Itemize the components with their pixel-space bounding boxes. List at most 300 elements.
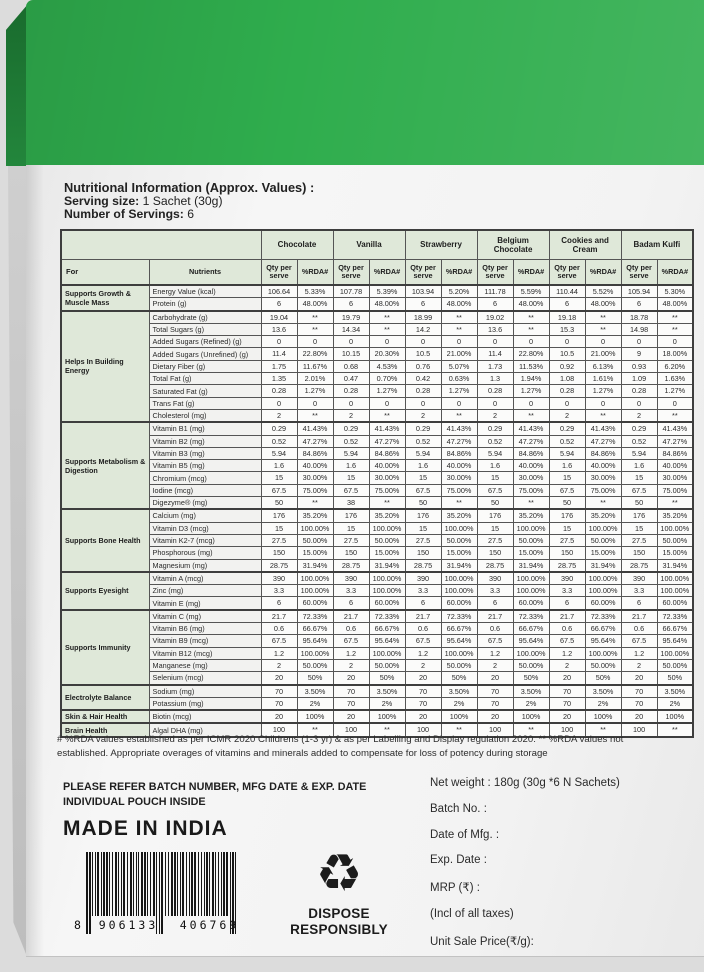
value-cell: 0 <box>549 336 585 348</box>
nutrient-name-cell: Manganese (mg) <box>149 659 261 671</box>
value-cell: 5.94 <box>405 447 441 459</box>
value-cell: 5.59% <box>513 285 549 298</box>
nutrient-name-cell: Protein (g) <box>149 298 261 311</box>
nutrient-name-cell: Carbohydrate (g) <box>149 311 261 324</box>
value-cell: 67.5 <box>621 635 657 647</box>
value-cell: 15 <box>549 472 585 484</box>
barcode-digits <box>74 918 250 932</box>
value-cell: 0.28 <box>621 385 657 397</box>
value-cell: 0.29 <box>477 422 513 435</box>
nutrient-group <box>61 572 693 610</box>
rda-header: %RDA# <box>441 260 477 286</box>
value-cell: 100.00% <box>513 585 549 597</box>
value-cell: 50.00% <box>441 659 477 671</box>
value-cell: 28.75 <box>405 559 441 572</box>
value-cell: 47.27% <box>441 435 477 447</box>
value-cell: 50.00% <box>657 534 693 546</box>
value-cell: 5.94 <box>477 447 513 459</box>
value-cell: 6.13% <box>585 360 621 372</box>
group-category-cell: Supports Bone Health <box>61 509 149 571</box>
value-cell: 100 <box>477 723 513 736</box>
value-cell: 22.80% <box>513 348 549 360</box>
value-cell: 1.27% <box>657 385 693 397</box>
value-cell: 50 <box>477 497 513 510</box>
value-cell: 20 <box>477 672 513 685</box>
value-cell: 3.50% <box>441 685 477 698</box>
value-cell: 21.00% <box>585 348 621 360</box>
group-category-cell: Supports Eyesight <box>61 572 149 610</box>
value-cell: 150 <box>477 547 513 559</box>
value-cell: 20 <box>621 672 657 685</box>
servings-value: 6 <box>183 207 195 222</box>
value-cell: 35.20% <box>513 509 549 522</box>
batch-notice-line1: PLEASE REFER BATCH NUMBER, MFG DATE & EXP. DATE <box>63 781 367 793</box>
product-info-line: Date of Mfg. : <box>430 828 500 841</box>
value-cell: 19.04 <box>261 311 297 324</box>
value-cell: 0.6 <box>477 623 513 635</box>
value-cell: 3.3 <box>549 585 585 597</box>
nutrient-name-cell: Added Sugars (Refined) (g) <box>149 336 261 348</box>
value-cell: 0.52 <box>405 435 441 447</box>
serving-size-line <box>64 195 314 208</box>
value-cell: 2 <box>477 659 513 671</box>
recycle-icon: ♻ <box>315 844 363 904</box>
nutrition-table <box>60 229 694 738</box>
value-cell: 10.5 <box>405 348 441 360</box>
nutrient-name-cell: Magnesium (mg) <box>149 559 261 572</box>
value-cell: 100.00% <box>657 585 693 597</box>
value-cell: 1.27% <box>441 385 477 397</box>
value-cell: 100.00% <box>513 647 549 659</box>
value-cell: 100% <box>513 710 549 723</box>
table-row <box>61 685 693 698</box>
value-cell: 9 <box>621 348 657 360</box>
value-cell: 6 <box>333 597 369 610</box>
table-row <box>61 447 693 459</box>
value-cell: ** <box>369 323 405 335</box>
value-cell: 0 <box>333 397 369 409</box>
value-cell: 20 <box>549 672 585 685</box>
value-cell: 40.00% <box>441 460 477 472</box>
value-cell: 27.5 <box>621 534 657 546</box>
value-cell: 41.43% <box>657 422 693 435</box>
qty-per-serve-header: Qty per serve <box>333 260 369 286</box>
value-cell: 67.5 <box>549 484 585 496</box>
value-cell: 84.86% <box>441 447 477 459</box>
value-cell: 1.75 <box>261 360 297 372</box>
value-cell: ** <box>441 497 477 510</box>
value-cell: 0 <box>621 336 657 348</box>
value-cell: 50 <box>549 497 585 510</box>
value-cell: 100.00% <box>585 585 621 597</box>
nutrient-name-cell: Saturated Fat (g) <box>149 385 261 397</box>
table-row <box>61 336 693 348</box>
value-cell: 14.2 <box>405 323 441 335</box>
table-row <box>61 559 693 572</box>
value-cell: 100 <box>405 723 441 736</box>
value-cell: 35.20% <box>657 509 693 522</box>
value-cell: 1.94% <box>513 373 549 385</box>
table-row <box>61 534 693 546</box>
value-cell: 60.00% <box>513 597 549 610</box>
value-cell: 84.86% <box>297 447 333 459</box>
value-cell: 84.86% <box>369 447 405 459</box>
value-cell: 50.00% <box>585 659 621 671</box>
value-cell: 67.5 <box>333 484 369 496</box>
value-cell: 50.00% <box>441 534 477 546</box>
value-cell: 95.64% <box>441 635 477 647</box>
value-cell: 107.78 <box>333 285 369 298</box>
rda-header: %RDA# <box>369 260 405 286</box>
value-cell: 47.27% <box>513 435 549 447</box>
value-cell: 15 <box>549 522 585 534</box>
value-cell: 5.07% <box>441 360 477 372</box>
value-cell: ** <box>369 723 405 736</box>
value-cell: 150 <box>549 547 585 559</box>
value-cell: 67.5 <box>477 484 513 496</box>
value-cell: 20 <box>405 672 441 685</box>
value-cell: 30.00% <box>513 472 549 484</box>
value-cell: 27.5 <box>261 534 297 546</box>
value-cell: 2% <box>657 697 693 710</box>
value-cell: 31.94% <box>513 559 549 572</box>
value-cell: 15 <box>261 522 297 534</box>
table-row <box>61 435 693 447</box>
nutrient-name-cell: Vitamin B12 (mcg) <box>149 647 261 659</box>
table-row <box>61 285 693 298</box>
value-cell: 72.33% <box>441 610 477 623</box>
value-cell: 15 <box>477 522 513 534</box>
nutrient-name-cell: Sodium (mg) <box>149 685 261 698</box>
value-cell: ** <box>297 409 333 422</box>
table-row <box>61 373 693 385</box>
value-cell: 60.00% <box>657 597 693 610</box>
value-cell: ** <box>441 409 477 422</box>
value-cell: 0.52 <box>621 435 657 447</box>
value-cell: 50 <box>261 497 297 510</box>
value-cell: 2.01% <box>297 373 333 385</box>
value-cell: 47.27% <box>657 435 693 447</box>
value-cell: 100% <box>369 710 405 723</box>
value-cell: 0.29 <box>405 422 441 435</box>
value-cell: 27.5 <box>549 534 585 546</box>
value-cell: 2 <box>477 409 513 422</box>
value-cell: 15 <box>261 472 297 484</box>
value-cell: 30.00% <box>297 472 333 484</box>
value-cell: 70 <box>549 697 585 710</box>
group-category-cell: Electrolyte Balance <box>61 685 149 711</box>
value-cell: 0.6 <box>333 623 369 635</box>
value-cell: 27.5 <box>477 534 513 546</box>
value-cell: 0.28 <box>549 385 585 397</box>
value-cell: 176 <box>621 509 657 522</box>
value-cell: 40.00% <box>657 460 693 472</box>
value-cell: 15 <box>333 522 369 534</box>
barcode-group-1: 906133 <box>98 918 159 932</box>
nutrient-name-cell: Vitamin E (mg) <box>149 597 261 610</box>
nutrient-name-cell: Chromium (mcg) <box>149 472 261 484</box>
value-cell: 21.7 <box>261 610 297 623</box>
value-cell: 20 <box>405 710 441 723</box>
value-cell: 31.94% <box>657 559 693 572</box>
qty-per-serve-header: Qty per serve <box>549 260 585 286</box>
value-cell: 100% <box>585 710 621 723</box>
value-cell: ** <box>585 323 621 335</box>
value-cell: 0 <box>369 397 405 409</box>
value-cell: 0.28 <box>477 385 513 397</box>
value-cell: 11.67% <box>297 360 333 372</box>
value-cell: 100 <box>621 723 657 736</box>
value-cell: 0.29 <box>549 422 585 435</box>
value-cell: 40.00% <box>513 460 549 472</box>
value-cell: 100.00% <box>585 572 621 585</box>
value-cell: 18.00% <box>657 348 693 360</box>
value-cell: ** <box>513 323 549 335</box>
value-cell: 0 <box>405 397 441 409</box>
value-cell: 0 <box>513 336 549 348</box>
table-corner-cell <box>61 230 261 260</box>
value-cell: 0.52 <box>549 435 585 447</box>
value-cell: 50.00% <box>369 659 405 671</box>
value-cell: 0 <box>477 336 513 348</box>
value-cell: 0 <box>261 397 297 409</box>
value-cell: 48.00% <box>657 298 693 311</box>
value-cell: 0 <box>405 336 441 348</box>
value-cell: 1.2 <box>261 647 297 659</box>
value-cell: 1.27% <box>585 385 621 397</box>
value-cell: 390 <box>261 572 297 585</box>
value-cell: 21.7 <box>405 610 441 623</box>
value-cell: 67.5 <box>405 484 441 496</box>
value-cell: 100.00% <box>441 572 477 585</box>
value-cell: 15.00% <box>513 547 549 559</box>
value-cell: 66.67% <box>657 623 693 635</box>
value-cell: 6 <box>477 597 513 610</box>
value-cell: 48.00% <box>513 298 549 311</box>
value-cell: 3.50% <box>369 685 405 698</box>
value-cell: 40.00% <box>585 460 621 472</box>
nutrition-title: Nutritional Information (Approx. Values) : <box>64 180 315 195</box>
value-cell: 2 <box>549 659 585 671</box>
value-cell: ** <box>441 323 477 335</box>
nutrient-name-cell: Energy Value (kcal) <box>149 285 261 298</box>
value-cell: 21.7 <box>621 610 657 623</box>
value-cell: 1.2 <box>621 647 657 659</box>
value-cell: 18.78 <box>621 311 657 324</box>
value-cell: 5.94 <box>549 447 585 459</box>
value-cell: 100.00% <box>369 522 405 534</box>
value-cell: 110.44 <box>549 285 585 298</box>
value-cell: 176 <box>477 509 513 522</box>
value-cell: 100.00% <box>441 522 477 534</box>
nutrient-group <box>61 422 693 509</box>
nutrition-title-block <box>64 181 314 222</box>
value-cell: 15 <box>333 472 369 484</box>
nutrient-name-cell: Vitamin C (mg) <box>149 610 261 623</box>
value-cell: 95.64% <box>369 635 405 647</box>
value-cell: 1.27% <box>297 385 333 397</box>
value-cell: 0.92 <box>549 360 585 372</box>
table-row <box>61 672 693 685</box>
product-info-line: Exp. Date : <box>430 854 487 867</box>
value-cell: 15 <box>477 472 513 484</box>
value-cell: 75.00% <box>657 484 693 496</box>
value-cell: 0 <box>621 397 657 409</box>
value-cell: 100 <box>261 723 297 736</box>
value-cell: 6 <box>405 298 441 311</box>
value-cell: 70 <box>621 685 657 698</box>
value-cell: 390 <box>621 572 657 585</box>
value-cell: 66.67% <box>513 623 549 635</box>
value-cell: ** <box>513 497 549 510</box>
value-cell: 6 <box>333 298 369 311</box>
table-row <box>61 298 693 311</box>
rda-header: %RDA# <box>657 260 693 286</box>
value-cell: 0.28 <box>333 385 369 397</box>
value-cell: 70 <box>333 685 369 698</box>
value-cell: 13.6 <box>477 323 513 335</box>
value-cell: 100.00% <box>297 585 333 597</box>
table-row <box>61 647 693 659</box>
value-cell: 19.79 <box>333 311 369 324</box>
value-cell: 30.00% <box>441 472 477 484</box>
value-cell: 0 <box>585 397 621 409</box>
nutrient-group <box>61 710 693 723</box>
value-cell: 20 <box>261 710 297 723</box>
value-cell: 15 <box>405 472 441 484</box>
nutrient-name-cell: Vitamin B3 (mg) <box>149 447 261 459</box>
value-cell: 0.93 <box>621 360 657 372</box>
value-cell: 67.5 <box>621 484 657 496</box>
value-cell: 3.3 <box>261 585 297 597</box>
nutrient-group <box>61 285 693 311</box>
value-cell: 50.00% <box>513 659 549 671</box>
value-cell: 50 <box>621 497 657 510</box>
value-cell: 47.27% <box>585 435 621 447</box>
table-row <box>61 385 693 397</box>
nutrient-name-cell: Vitamin D3 (mcg) <box>149 522 261 534</box>
value-cell: 2 <box>405 409 441 422</box>
value-cell: 48.00% <box>369 298 405 311</box>
nutrition-table-wrap <box>60 229 694 738</box>
value-cell: 1.27% <box>369 385 405 397</box>
flavor-header: Belgium Chocolate <box>477 230 549 260</box>
value-cell: 67.5 <box>333 635 369 647</box>
serving-size-label: Serving size: <box>64 194 140 209</box>
nutrient-name-cell: Potassium (mg) <box>149 697 261 710</box>
value-cell: ** <box>657 311 693 324</box>
value-cell: ** <box>441 723 477 736</box>
table-row <box>61 460 693 472</box>
value-cell: 100.00% <box>297 572 333 585</box>
value-cell: 95.64% <box>585 635 621 647</box>
value-cell: 70 <box>477 685 513 698</box>
value-cell: 6.20% <box>657 360 693 372</box>
nutrient-name-cell: Biotin (mcg) <box>149 710 261 723</box>
value-cell: 100.00% <box>657 572 693 585</box>
value-cell: 5.94 <box>621 447 657 459</box>
qty-per-serve-header: Qty per serve <box>261 260 297 286</box>
nutrient-group <box>61 610 693 685</box>
value-cell: 2% <box>297 697 333 710</box>
barcode-lead-digit: 8 <box>74 918 81 932</box>
value-cell: 2 <box>261 409 297 422</box>
value-cell: 72.33% <box>585 610 621 623</box>
table-row <box>61 659 693 671</box>
value-cell: 31.94% <box>297 559 333 572</box>
batch-notice-line2: INDIVIDUAL POUCH INSIDE <box>63 795 206 808</box>
product-info-line: MRP (₹) : <box>430 882 480 895</box>
dispose-line1: DISPOSE <box>308 906 370 921</box>
value-cell: 100.00% <box>657 522 693 534</box>
value-cell: 176 <box>333 509 369 522</box>
value-cell: 66.67% <box>369 623 405 635</box>
value-cell: 66.67% <box>297 623 333 635</box>
table-row <box>61 572 693 585</box>
value-cell: 15.3 <box>549 323 585 335</box>
value-cell: 30.00% <box>657 472 693 484</box>
nutrient-name-cell: Vitamin B2 (mg) <box>149 435 261 447</box>
box-left-shadow <box>26 165 44 956</box>
value-cell: 28.75 <box>261 559 297 572</box>
value-cell: 100 <box>549 723 585 736</box>
value-cell: 67.5 <box>405 635 441 647</box>
value-cell: 22.80% <box>297 348 333 360</box>
value-cell: 41.43% <box>297 422 333 435</box>
value-cell: 1.35 <box>261 373 297 385</box>
value-cell: 5.33% <box>297 285 333 298</box>
value-cell: ** <box>513 311 549 324</box>
nutrient-name-cell: Cholesterol (mg) <box>149 409 261 422</box>
value-cell: ** <box>657 497 693 510</box>
nutrients-header: Nutrients <box>149 260 261 286</box>
value-cell: 3.50% <box>657 685 693 698</box>
flavor-header: Badam Kulfi <box>621 230 693 260</box>
value-cell: ** <box>297 323 333 335</box>
value-cell: 15.00% <box>369 547 405 559</box>
value-cell: 100.00% <box>513 522 549 534</box>
value-cell: 35.20% <box>585 509 621 522</box>
value-cell: 27.5 <box>405 534 441 546</box>
value-cell: 21.00% <box>441 348 477 360</box>
table-row <box>61 585 693 597</box>
nutrient-name-cell: Trans Fat (g) <box>149 397 261 409</box>
value-cell: 0.28 <box>261 385 297 397</box>
value-cell: 2% <box>369 697 405 710</box>
value-cell: 176 <box>549 509 585 522</box>
value-cell: 67.5 <box>549 635 585 647</box>
value-cell: 84.86% <box>585 447 621 459</box>
value-cell: 18.99 <box>405 311 441 324</box>
product-info-line: (Incl of all taxes) <box>430 907 514 920</box>
box-top-green-panel <box>26 0 704 165</box>
column-header-row <box>61 260 693 286</box>
value-cell: 95.64% <box>657 635 693 647</box>
qty-per-serve-header: Qty per serve <box>405 260 441 286</box>
nutrient-name-cell: Added Sugars (Unrefined) (g) <box>149 348 261 360</box>
value-cell: 0 <box>657 397 693 409</box>
group-category-cell: Supports Metabolism & Digestion <box>61 422 149 509</box>
value-cell: 20 <box>621 710 657 723</box>
value-cell: ** <box>513 723 549 736</box>
flavor-header: Cookies and Cream <box>549 230 621 260</box>
value-cell: 75.00% <box>585 484 621 496</box>
value-cell: 75.00% <box>369 484 405 496</box>
box-side-panel <box>6 4 28 166</box>
value-cell: 50.00% <box>513 534 549 546</box>
value-cell: 3.3 <box>405 585 441 597</box>
value-cell: 14.98 <box>621 323 657 335</box>
